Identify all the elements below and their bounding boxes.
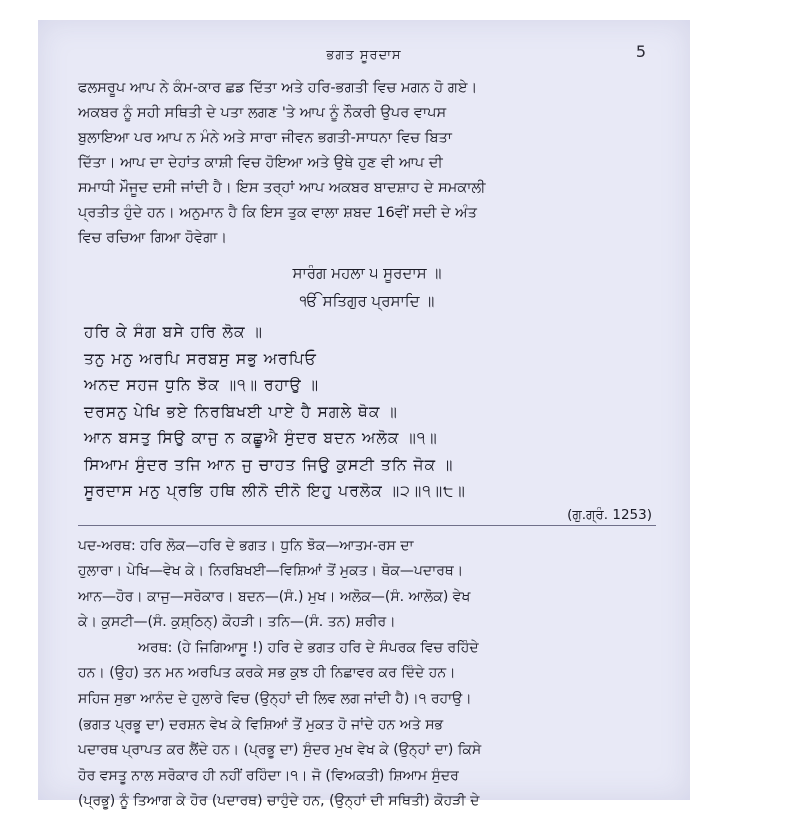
text-line: ਵਿਚ ਰਚਿਆ ਗਿਆ ਹੋਵੇਗਾ। [78,230,228,246]
verse-line: ਸਿਆਮ ਸੁੰਦਰ ਤਜਿ ਆਨ ਜੁ ਚਾਹਤ ਜਿਉ ਕੁਸਟੀ ਤਨਿ ਜੋਕ ॥ [84,455,454,474]
verse-line: ਹਰਿ ਕੇ ਸੰਗ ਬਸੇ ਹਰਿ ਲੋਕ ॥ [84,323,263,341]
page-number: 5 [635,42,646,61]
verse-line: ਸੂਰਦਾਸ ਮਨੁ ਪ੍ਰਭਿ ਹਥਿ ਲੀਨੋ ਦੀਨੋ ਇਹੁ ਪਰਲੋਕ ॥੨॥੧॥੮॥ [84,482,466,500]
section-divider [78,525,656,526]
scripture-reference: (ਗੁ.ਗ੍ਰੰ. 1253) [567,506,652,523]
verse-line: ਦਰਸਨੁ ਪੇਖਿ ਭਏ ਨਿਰਬਿਖਈ ਪਾਏ ਹੈ ਸਗਲੇ ਥੋਕ ॥ [84,402,398,421]
book-page [38,20,690,810]
text-line: ਸਮਾਧੀ ਮੌਜੂਦ ਦਸੀ ਜਾਂਦੀ ਹੈ। ਇਸ ਤਰ੍ਹਾਂ ਆਪ ਅਕਬਰ ਬਾਦਸ਼ਾਹ ਦੇ ਸਮਕਾਲੀ [78,180,486,196]
word-meanings [78,534,656,636]
text-line: ਪਦ-ਅਰਥ: ਹਰਿ ਲੋਕ—ਹਰਿ ਦੇ ਭਗਤ। ਧੁਨਿ ਝੋਕ—ਆਤਮ-ਰਸ ਦਾ [78,537,414,554]
text-line: ਬੁਲਾਇਆ ਪਰ ਆਪ ਨ ਮੰਨੇ ਅਤੇ ਸਾਰਾ ਜੀਵਨ ਭਗਤੀ-ਸਾਧਨਾ ਵਿਚ ਬਿਤਾ [78,130,452,146]
verse-line: ਆਨ ਬਸਤੁ ਸਿਉ ਕਾਜੁ ਨ ਕਛੂਐ ਸੁੰਦਰ ਬਦਨ ਅਲੋਕ ॥੧॥ [84,429,438,447]
mangal-heading: ੴ ਸਤਿਗੁਰ ਪ੍ਰਸਾਦਿ ॥ [299,292,435,310]
text-line: ਅਰਥ: (ਹੇ ਜਿਗਿਆਸੂ !) ਹਰਿ ਦੇ ਭਗਤ ਹਰਿ ਦੇ ਸੰਪਰਕ ਵਿਚ ਰਹਿੰਦੇ [138,639,479,656]
shabad-verse [78,319,656,505]
text-line: (ਪ੍ਰਭੂ) ਨੂੰ ਤਿਆਗ ਕੇ ਹੋਰ (ਪਦਾਰਥ) ਚਾਹੁੰਦੇ ਹਨ, (ਉਨ੍ਹਾਂ ਦੀ ਸਥਿਤੀ) ਕੋਹੜੀ ਦੇ [78,793,480,810]
text-line: ਅਕਬਰ ਨੂੰ ਸਹੀ ਸਥਿਤੀ ਦੇ ਪਤਾ ਲਗਣ 'ਤੇ ਆਪ ਨੂੰ ਨੌਕਰੀ ਉਪਰ ਵਾਪਸ [78,105,447,121]
text-line: ਦਿੱਤਾ। ਆਪ ਦਾ ਦੇਹਾਂਤ ਕਾਸ਼ੀ ਵਿਚ ਹੋਇਆ ਅਤੇ ਉਥੇ ਹੁਣ ਵੀ ਆਪ ਦੀ [78,155,443,171]
running-header: ਭਗਤ ਸੂਰਦਾਸ [326,48,402,63]
meaning-paragraph [78,636,656,815]
page-body [78,76,656,815]
text-line: ਆਨ—ਹੋਰ। ਕਾਜੁ—ਸਰੋਕਾਰ। ਬਦਨ—(ਸੰ.) ਮੁਖ। ਅਲੋਕ—(ਸੰ. ਆਲੋਕ) ਵੇਖ [78,588,471,605]
text-line: ਹੁਲਾਰਾ। ਪੇਖਿ—ਵੇਖ ਕੇ। ਨਿਰਬਿਖਈ—ਵਿਸ਼ਿਆਂ ਤੋਂ ਮੁਕਤ। ਥੋਕ—ਪਦਾਰਥ। [78,563,464,580]
text-line: ਫਲਸਰੂਪ ਆਪ ਨੇ ਕੰਮ-ਕਾਰ ਛਡ ਦਿੱਤਾ ਅਤੇ ਹਰਿ-ਭਗਤੀ ਵਿਚ ਮਗਨ ਹੋ ਗਏ। [78,80,478,96]
text-line: ਹਨ। (ਉਹ) ਤਨ ਮਨ ਅਰਪਿਤ ਕਰਕੇ ਸਭ ਕੁਝ ਹੀ ਨਿਛਾਵਰ ਕਰ ਦਿੰਦੇ ਹਨ। [78,665,456,682]
text-line: ਪ੍ਰਤੀਤ ਹੁੰਦੇ ਹਨ। ਅਨੁਮਾਨ ਹੈ ਕਿ ਇਸ ਤੁਕ ਵਾਲਾ ਸ਼ਬਦ 16ਵੀਂ ਸਦੀ ਦੇ ਅੰਤ [78,205,477,221]
verse-line: ਅਨਦ ਸਹਜ ਧੁਨਿ ਝੋਕ ॥੧॥ ਰਹਾਉ ॥ [84,376,320,394]
text-line: ਸਹਿਜ ਸੁਭਾ ਆਨੰਦ ਦੇ ਹੁਲਾਰੇ ਵਿਚ (ਉਨ੍ਹਾਂ ਦੀ ਲਿਵ ਲਗ ਜਾਂਦੀ ਹੈ)।੧ ਰਹਾਉ। [78,691,472,708]
raag-heading: ਸਾਰੰਗ ਮਹਲਾ ੫ ਸੂਰਦਾਸ ॥ [292,264,442,282]
text-line: ਕੇ। ਕੁਸਟੀ—(ਸੰ. ਕੁਸ਼੍ਠਿਨ੍) ਕੋਹੜੀ। ਤਨਿ—(ਸੰ. ਤਨ) ਸ਼ਰੀਰ। [78,614,396,631]
shabad-title [78,259,656,315]
verse-line: ਤਨੁ ਮਨੁ ਅਰਪਿ ਸਰਬਸੁ ਸਭੁ ਅਰਪਿਓ [84,349,317,368]
text-line: ਹੋਰ ਵਸਤੂ ਨਾਲ ਸਰੋਕਾਰ ਹੀ ਨਹੀਂ ਰਹਿੰਦਾ।੧। ਜੋ (ਵਿਅਕਤੀ) ਸ਼ਿਆਮ ਸੁੰਦਰ [78,767,459,784]
intro-paragraph [78,76,656,251]
text-line: ਪਦਾਰਥ ਪ੍ਰਾਪਤ ਕਰ ਲੈਂਦੇ ਹਨ। (ਪ੍ਰਭੂ ਦਾ) ਸੁੰਦਰ ਮੁਖ ਵੇਖ ਕੇ (ਉਨ੍ਹਾਂ ਦਾ) ਕਿਸੇ [78,742,482,759]
text-line: (ਭਗਤ ਪ੍ਰਭੂ ਦਾ) ਦਰਸ਼ਨ ਵੇਖ ਕੇ ਵਿਸ਼ਿਆਂ ਤੋਂ ਮੁਕਤ ਹੋ ਜਾਂਦੇ ਹਨ ਅਤੇ ਸਭ [78,716,444,733]
